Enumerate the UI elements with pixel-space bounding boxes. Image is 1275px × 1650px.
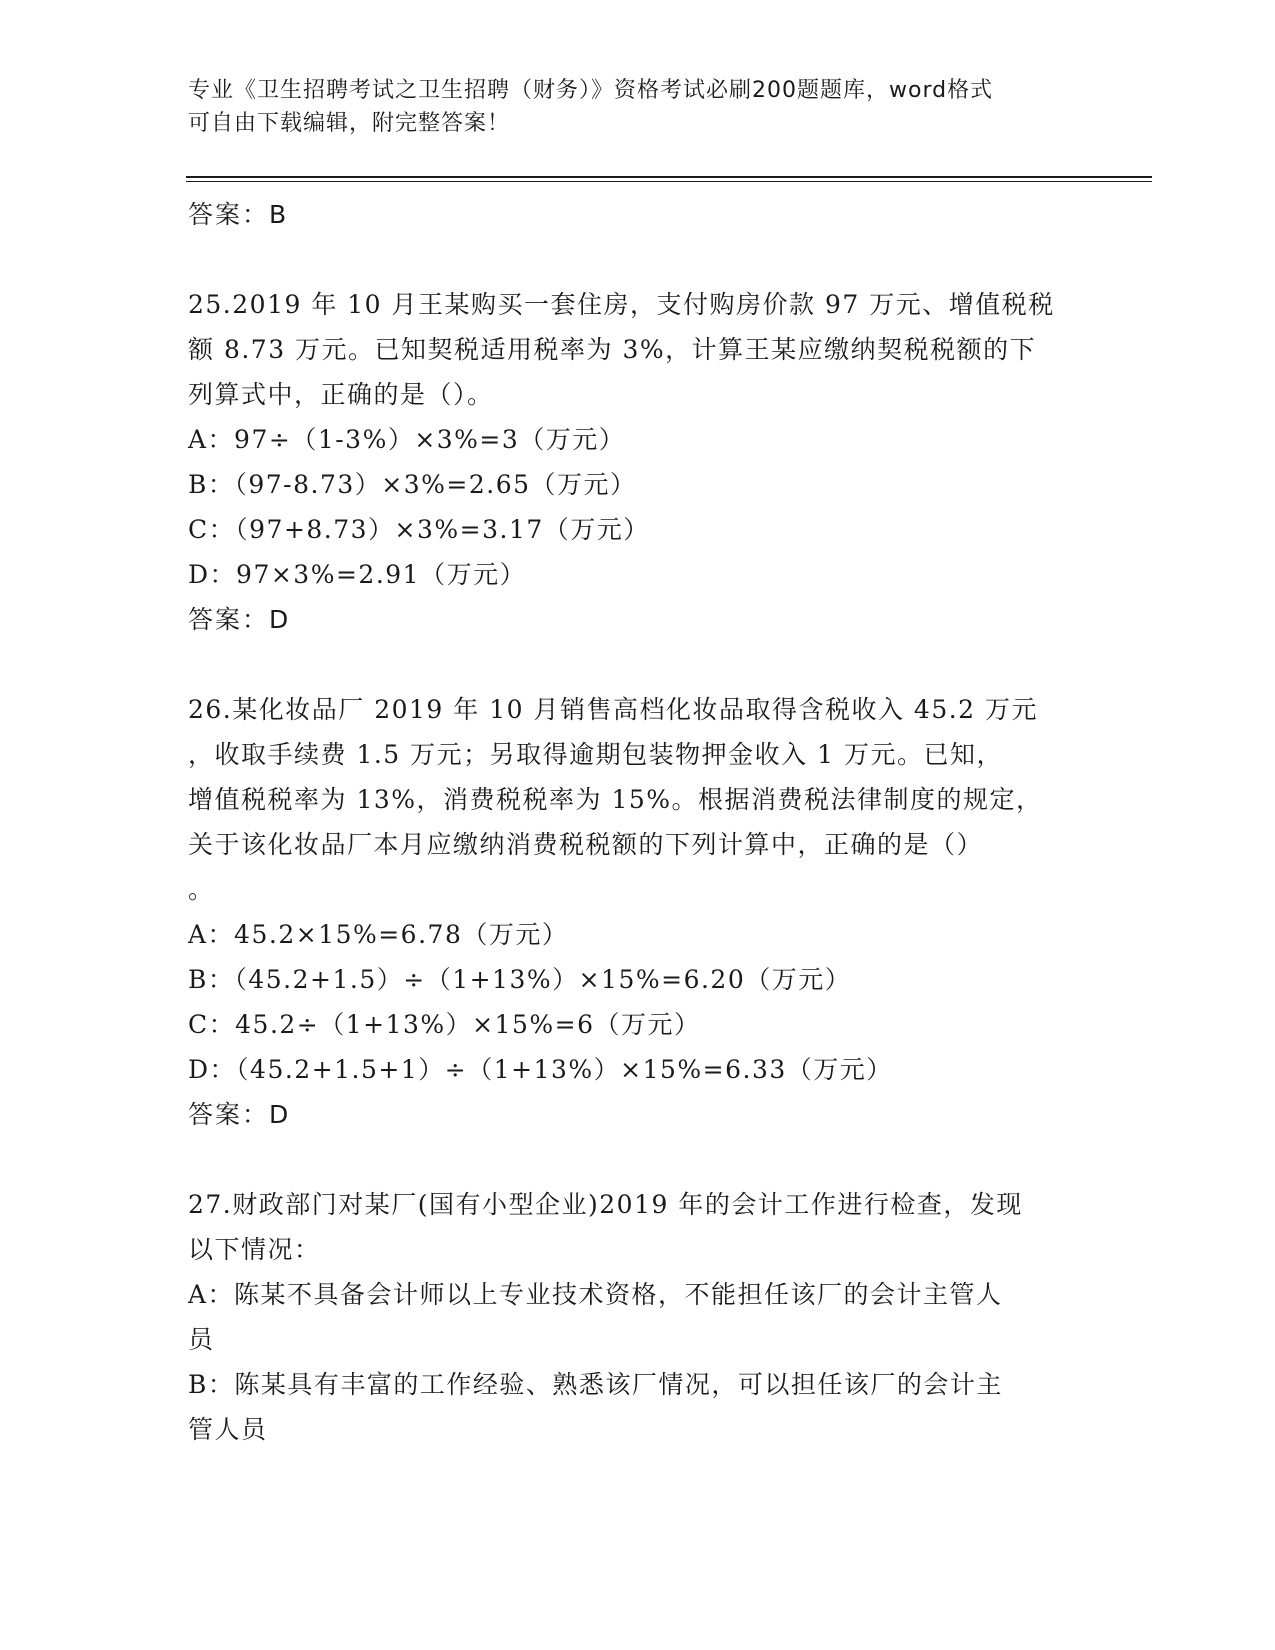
question-25	[188, 282, 1088, 642]
spacer	[188, 237, 1088, 282]
option-d: D：97×3%=2.91（万元）	[188, 560, 527, 589]
option-a: A：45.2×15%=6.78（万元）	[188, 920, 569, 949]
question-text-line: 。	[188, 875, 215, 904]
document-body	[188, 192, 1088, 1452]
answer: 答案：D	[188, 605, 291, 634]
option-d: D：（45.2+1.5+1）÷（1+13%）×15%=6.33（万元）	[188, 1055, 893, 1084]
question-27	[188, 1182, 1088, 1452]
question-text-line: 关于该化妆品厂本月应缴纳消费税税额的下列计算中，正确的是（）	[188, 830, 984, 859]
question-text-line: 25.2019 年 10 月王某购买一套住房，支付购房价款 97 万元、增值税税	[188, 290, 1055, 319]
header-line-2: 可自由下载编辑，附完整答案！	[188, 111, 511, 136]
question-text-line: 26.某化妆品厂 2019 年 10 月销售高档化妆品取得含税收入 45.2 万元	[188, 695, 1039, 724]
spacer	[188, 1137, 1088, 1182]
previous-answer: 答案：B	[188, 200, 289, 229]
question-text-line: ，收取手续费 1.5 万元；另取得逾期包装物押金收入 1 万元。已知，	[188, 740, 1003, 769]
option-c: C：45.2÷（1+13%）×15%=6（万元）	[188, 1010, 701, 1039]
question-text-line: 27.财政部门对某厂(国有小型企业)2019 年的会计工作进行检查，发现	[188, 1190, 1023, 1219]
option-b-line: B：陈某具有丰富的工作经验、熟悉该厂情况，可以担任该厂的会计主	[188, 1370, 1003, 1399]
option-c: C：（97+8.73）×3%=3.17（万元）	[188, 515, 650, 544]
document-header	[188, 74, 1088, 140]
option-a-line: 员	[188, 1325, 215, 1354]
option-b: B：（97-8.73）×3%=2.65（万元）	[188, 470, 637, 499]
header-rule-thin	[186, 181, 1152, 182]
question-text-line: 额 8.73 万元。已知契税适用税率为 3%，计算王某应缴纳契税税额的下	[188, 335, 1037, 364]
header-line-1: 专业《卫生招聘考试之卫生招聘（财务）》资格考试必刷200题题库，word格式	[188, 78, 994, 103]
question-text-line: 列算式中，正确的是（）。	[188, 380, 494, 409]
question-text-line: 增值税税率为 13%，消费税税率为 15%。根据消费税法律制度的规定，	[188, 785, 1043, 814]
question-text-line: 以下情况：	[188, 1235, 321, 1264]
header-rule-thick	[186, 176, 1152, 178]
question-26	[188, 687, 1088, 1137]
answer: 答案：D	[188, 1100, 291, 1129]
spacer	[188, 642, 1088, 687]
option-a: A：97÷（1-3%）×3%=3（万元）	[188, 425, 626, 454]
option-b-line: 管人员	[188, 1415, 268, 1444]
option-a-line: A：陈某不具备会计师以上专业技术资格，不能担任该厂的会计主管人	[188, 1280, 1003, 1309]
option-b: B：（45.2+1.5）÷（1+13%）×15%=6.20（万元）	[188, 965, 852, 994]
